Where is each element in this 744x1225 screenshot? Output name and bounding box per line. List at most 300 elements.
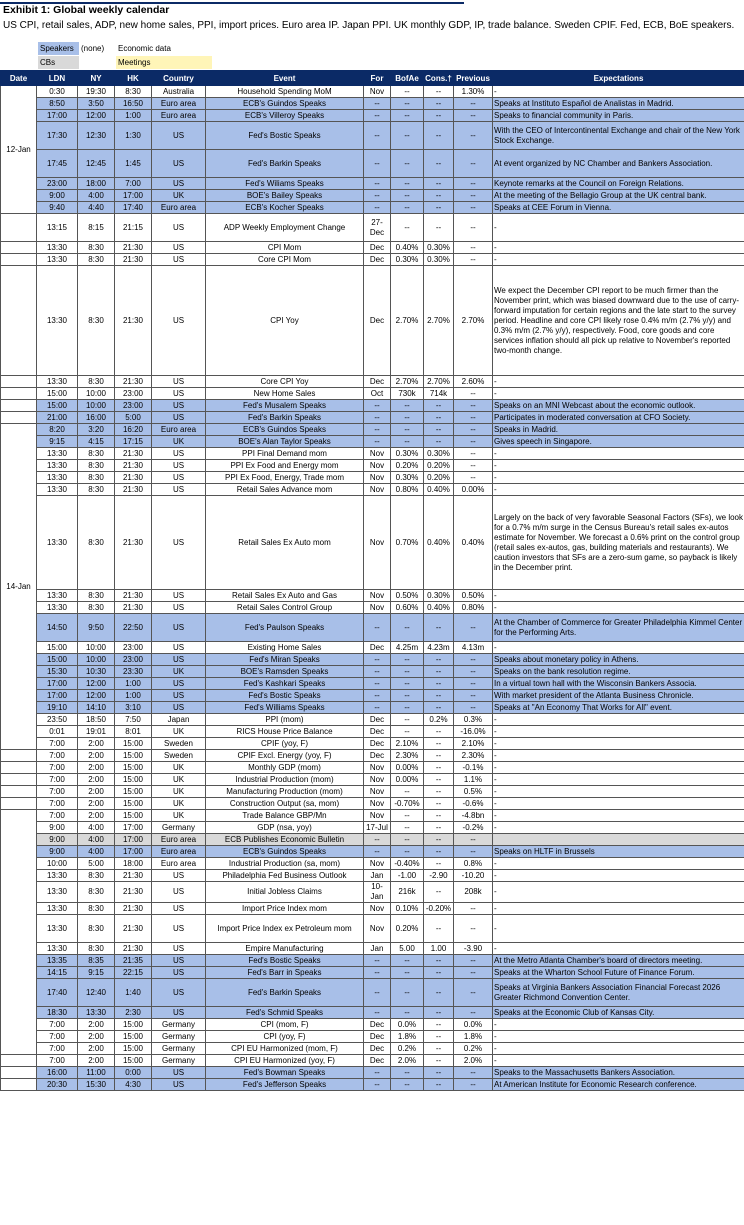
speaker-row <box>1 150 744 178</box>
hk-time-cell: 23:00 <box>115 654 152 666</box>
hk-time-cell: 15:00 <box>115 774 152 786</box>
consensus-cell: -- <box>424 967 454 979</box>
event-cell: Initial Jobless Claims <box>206 882 364 903</box>
for-period-cell: Dec <box>364 266 391 376</box>
expectations-cell: - <box>493 1055 744 1067</box>
speaker-row <box>1 666 744 678</box>
hk-time-cell: 8:01 <box>115 726 152 738</box>
consensus-cell: -- <box>424 1031 454 1043</box>
ldn-time-cell: 7:00 <box>37 1043 78 1055</box>
consensus-cell: -- <box>424 882 454 903</box>
country-cell: US <box>152 266 206 376</box>
for-period-cell: Dec <box>364 1031 391 1043</box>
ldn-time-cell: 16:00 <box>37 1067 78 1079</box>
country-cell: US <box>152 122 206 150</box>
expectations-cell: Speaks on the bank resolution regime. <box>493 666 744 678</box>
country-cell: Euro area <box>152 110 206 122</box>
table-row <box>1 448 744 460</box>
consensus-cell: -- <box>424 150 454 178</box>
ny-time-cell: 2:00 <box>78 1019 115 1031</box>
for-period-cell: Nov <box>364 762 391 774</box>
expectations-cell: Speaks on HLTF in Brussels <box>493 846 744 858</box>
ny-time-cell: 8:30 <box>78 882 115 903</box>
previous-cell: -- <box>454 436 493 448</box>
previous-cell: -- <box>454 967 493 979</box>
expectations-cell: Speaks at "An Economy That Works for All" event. <box>493 702 744 714</box>
ny-time-cell: 12:00 <box>78 110 115 122</box>
event-cell: Retail Sales Ex Auto mom <box>206 496 364 590</box>
ny-time-cell: 18:50 <box>78 714 115 726</box>
event-cell: RICS House Price Balance <box>206 726 364 738</box>
previous-cell: -- <box>454 122 493 150</box>
country-cell: US <box>152 388 206 400</box>
previous-cell: -- <box>454 678 493 690</box>
hk-time-cell: 17:00 <box>115 834 152 846</box>
ny-time-cell: 8:30 <box>78 460 115 472</box>
hk-time-cell: 17:00 <box>115 822 152 834</box>
expectations-cell: - <box>493 1031 744 1043</box>
country-cell: Euro area <box>152 858 206 870</box>
cb-row <box>1 834 744 846</box>
country-cell: US <box>152 150 206 178</box>
previous-cell: -- <box>454 202 493 214</box>
table-row <box>1 496 744 590</box>
ny-time-cell: 8:30 <box>78 870 115 882</box>
event-cell: Core CPI Mom <box>206 254 364 266</box>
ldn-time-cell: 17:00 <box>37 678 78 690</box>
previous-cell: -0.2% <box>454 822 493 834</box>
table-row <box>1 266 744 376</box>
hk-time-cell: 17:15 <box>115 436 152 448</box>
ldn-time-cell: 13:30 <box>37 602 78 614</box>
event-cell: Trade Balance GBP/Mn <box>206 810 364 822</box>
for-period-cell: Dec <box>364 1043 391 1055</box>
table-row <box>1 738 744 750</box>
speaker-row <box>1 654 744 666</box>
table-row <box>1 388 744 400</box>
ldn-time-cell: 20:30 <box>37 1079 78 1091</box>
table-row <box>1 1043 744 1055</box>
ldn-time-cell: 13:35 <box>37 955 78 967</box>
event-cell: CPIF (yoy, F) <box>206 738 364 750</box>
consensus-cell: 2.70% <box>424 266 454 376</box>
ny-time-cell: 8:30 <box>78 242 115 254</box>
speaker-row <box>1 702 744 714</box>
country-cell: US <box>152 882 206 903</box>
previous-cell: -- <box>454 1067 493 1079</box>
previous-cell: -- <box>454 979 493 1007</box>
ny-time-cell: 4:00 <box>78 822 115 834</box>
bofa-estimate-cell: -- <box>391 412 424 424</box>
ny-time-cell: 12:40 <box>78 979 115 1007</box>
consensus-cell: -- <box>424 1067 454 1079</box>
expectations-cell: At the Chamber of Commerce for Greater Philadelphia Kimmel Center for the Performing Arts. <box>493 614 744 642</box>
consensus-cell: 2.70% <box>424 376 454 388</box>
ldn-time-cell: 13:30 <box>37 448 78 460</box>
consensus-cell: 1.00 <box>424 943 454 955</box>
expectations-cell: - <box>493 858 744 870</box>
previous-cell: -- <box>454 1007 493 1019</box>
country-cell: US <box>152 400 206 412</box>
country-cell: US <box>152 943 206 955</box>
expectations-cell: - <box>493 1019 744 1031</box>
consensus-cell: -- <box>424 822 454 834</box>
ny-time-cell: 10:00 <box>78 388 115 400</box>
event-cell: Household Spending MoM <box>206 86 364 98</box>
consensus-cell: -- <box>424 110 454 122</box>
bofa-estimate-cell: -- <box>391 436 424 448</box>
ny-time-cell: 15:30 <box>78 1079 115 1091</box>
hk-time-cell: 22:50 <box>115 614 152 642</box>
expectations-cell: - <box>493 484 744 496</box>
ny-time-cell: 4:00 <box>78 190 115 202</box>
previous-cell: -- <box>454 400 493 412</box>
ny-time-cell: 8:30 <box>78 915 115 943</box>
consensus-cell: -- <box>424 678 454 690</box>
expectations-cell: - <box>493 762 744 774</box>
ldn-time-cell: 17:30 <box>37 122 78 150</box>
country-cell: US <box>152 254 206 266</box>
header-ldn: LDN <box>37 71 78 86</box>
hk-time-cell: 15:00 <box>115 1019 152 1031</box>
previous-cell: -0.6% <box>454 798 493 810</box>
expectations-cell: Speaks at Virginia Bankers Association Financial Forecast 2026 Greater Richmond Convention Center. <box>493 979 744 1007</box>
table-row <box>1 943 744 955</box>
header-expectations: Expectations <box>493 71 744 86</box>
ny-time-cell: 2:00 <box>78 1043 115 1055</box>
for-period-cell: -- <box>364 666 391 678</box>
date-cell <box>1 798 37 810</box>
ldn-time-cell: 0:30 <box>37 86 78 98</box>
speaker-row <box>1 436 744 448</box>
for-period-cell: -- <box>364 834 391 846</box>
date-cell <box>1 1067 37 1079</box>
hk-time-cell: 15:00 <box>115 1055 152 1067</box>
country-cell: US <box>152 590 206 602</box>
hk-time-cell: 21:30 <box>115 472 152 484</box>
for-period-cell: Dec <box>364 242 391 254</box>
consensus-cell: -- <box>424 702 454 714</box>
table-row <box>1 472 744 484</box>
country-cell: Sweden <box>152 738 206 750</box>
country-cell: Euro area <box>152 98 206 110</box>
hk-time-cell: 15:00 <box>115 1043 152 1055</box>
header-row <box>1 71 744 86</box>
ny-time-cell: 16:00 <box>78 412 115 424</box>
event-cell: Fed's Barkin Speaks <box>206 150 364 178</box>
expectations-cell: - <box>493 376 744 388</box>
event-cell: Fed's Paulson Speaks <box>206 614 364 642</box>
expectations-cell: - <box>493 882 744 903</box>
for-period-cell: -- <box>364 614 391 642</box>
country-cell: Australia <box>152 86 206 98</box>
hk-time-cell: 15:00 <box>115 762 152 774</box>
expectations-cell: We expect the December CPI report to be much firmer than the November print, which was biased downward due to the use of carry-forward imputation for certain regions and the late start to the survey period. Headline and core CPI likely rose 0.4% m/m (2.7% y/y) and 0.3% m/m (2.7% y/y), respectively. Food, core goods and core services inflation should all pick up relative to November's reported two-month change. <box>493 266 744 376</box>
ldn-time-cell: 17:40 <box>37 979 78 1007</box>
event-cell: Fed's Schmid Speaks <box>206 1007 364 1019</box>
event-cell: Fed's Bostic Speaks <box>206 122 364 150</box>
ldn-time-cell: 9:00 <box>37 846 78 858</box>
exhibit-subtitle: US CPI, retail sales, ADP, new home sales, PPI, import prices. Euro area IP. Japan PPI. UK monthly GDP, IP, trade balance. Sweden CPIF. Fed, ECB, BoE speakers. <box>3 20 735 31</box>
consensus-cell: -- <box>424 98 454 110</box>
consensus-cell: -- <box>424 1007 454 1019</box>
bofa-estimate-cell: -- <box>391 86 424 98</box>
for-period-cell: Nov <box>364 810 391 822</box>
event-cell: BOE's Alan Taylor Speaks <box>206 436 364 448</box>
previous-cell: -- <box>454 150 493 178</box>
consensus-cell: -- <box>424 122 454 150</box>
consensus-cell: 0.40% <box>424 496 454 590</box>
for-period-cell: -- <box>364 412 391 424</box>
ldn-time-cell: 15:00 <box>37 400 78 412</box>
ldn-time-cell: 13:30 <box>37 472 78 484</box>
ldn-time-cell: 9:40 <box>37 202 78 214</box>
ny-time-cell: 2:00 <box>78 750 115 762</box>
event-cell: Fed's Barkin Speaks <box>206 979 364 1007</box>
bofa-estimate-cell: 0.30% <box>391 472 424 484</box>
ny-time-cell: 8:30 <box>78 254 115 266</box>
for-period-cell: Nov <box>364 858 391 870</box>
hk-time-cell: 21:30 <box>115 460 152 472</box>
bofa-estimate-cell: 2.30% <box>391 750 424 762</box>
ny-time-cell: 12:30 <box>78 122 115 150</box>
event-cell: ECB Publishes Economic Bulletin <box>206 834 364 846</box>
for-period-cell: Nov <box>364 915 391 943</box>
bofa-estimate-cell: 0.30% <box>391 448 424 460</box>
expectations-cell: - <box>493 602 744 614</box>
header-previous: Previous <box>454 71 493 86</box>
bofa-estimate-cell: -- <box>391 967 424 979</box>
bofa-estimate-cell: -- <box>391 178 424 190</box>
country-cell: US <box>152 376 206 388</box>
previous-cell: -- <box>454 98 493 110</box>
previous-cell: -- <box>454 178 493 190</box>
hk-time-cell: 21:30 <box>115 602 152 614</box>
ldn-time-cell: 7:00 <box>37 750 78 762</box>
ldn-time-cell: 0:01 <box>37 726 78 738</box>
expectations-cell: - <box>493 915 744 943</box>
consensus-cell: -- <box>424 666 454 678</box>
bofa-estimate-cell: 2.70% <box>391 376 424 388</box>
hk-time-cell: 15:00 <box>115 798 152 810</box>
bofa-estimate-cell: -- <box>391 678 424 690</box>
ny-time-cell: 8:30 <box>78 376 115 388</box>
ny-time-cell: 4:15 <box>78 436 115 448</box>
hk-time-cell: 15:00 <box>115 738 152 750</box>
ny-time-cell: 19:30 <box>78 86 115 98</box>
country-cell: UK <box>152 786 206 798</box>
ny-time-cell: 8:30 <box>78 590 115 602</box>
hk-time-cell: 21:15 <box>115 214 152 242</box>
bofa-estimate-cell: -- <box>391 190 424 202</box>
expectations-cell: - <box>493 870 744 882</box>
ldn-time-cell: 15:30 <box>37 666 78 678</box>
bofa-estimate-cell: 0.50% <box>391 590 424 602</box>
for-period-cell: -- <box>364 1007 391 1019</box>
hk-time-cell: 4:30 <box>115 1079 152 1091</box>
country-cell: US <box>152 412 206 424</box>
ny-time-cell: 18:00 <box>78 178 115 190</box>
previous-cell: -- <box>454 242 493 254</box>
speaker-row <box>1 1079 744 1091</box>
hk-time-cell: 21:30 <box>115 242 152 254</box>
date-cell <box>1 1079 37 1091</box>
ldn-time-cell: 13:30 <box>37 915 78 943</box>
bofa-estimate-cell: -- <box>391 822 424 834</box>
for-period-cell: -- <box>364 955 391 967</box>
ny-time-cell: 9:50 <box>78 614 115 642</box>
previous-cell: 2.70% <box>454 266 493 376</box>
hk-time-cell: 21:30 <box>115 484 152 496</box>
bofa-estimate-cell: -- <box>391 654 424 666</box>
ny-time-cell: 8:30 <box>78 266 115 376</box>
speaker-row <box>1 122 744 150</box>
bofa-estimate-cell: 2.0% <box>391 1055 424 1067</box>
ldn-time-cell: 13:30 <box>37 882 78 903</box>
event-cell: Fed's Wiliams Speaks <box>206 178 364 190</box>
country-cell: Germany <box>152 1031 206 1043</box>
ldn-time-cell: 17:00 <box>37 110 78 122</box>
event-cell: Retail Sales Advance mom <box>206 484 364 496</box>
ny-time-cell: 12:45 <box>78 150 115 178</box>
hk-time-cell: 21:30 <box>115 870 152 882</box>
previous-cell: 4.13m <box>454 642 493 654</box>
country-cell: US <box>152 967 206 979</box>
country-cell: UK <box>152 762 206 774</box>
ldn-time-cell: 13:30 <box>37 254 78 266</box>
for-period-cell: -- <box>364 654 391 666</box>
ny-time-cell: 8:30 <box>78 602 115 614</box>
ldn-time-cell: 14:50 <box>37 614 78 642</box>
expectations-cell <box>493 834 744 846</box>
table-row <box>1 750 744 762</box>
hk-time-cell: 2:30 <box>115 1007 152 1019</box>
ldn-time-cell: 13:30 <box>37 903 78 915</box>
event-cell: CPI (yoy, F) <box>206 1031 364 1043</box>
for-period-cell: Nov <box>364 590 391 602</box>
event-cell: Fed's Bostic Speaks <box>206 690 364 702</box>
event-cell: Existing Home Sales <box>206 642 364 654</box>
consensus-cell: -- <box>424 214 454 242</box>
consensus-cell: 0.40% <box>424 602 454 614</box>
for-period-cell: Dec <box>364 738 391 750</box>
event-cell: PPI (mom) <box>206 714 364 726</box>
consensus-cell: 0.30% <box>424 242 454 254</box>
consensus-cell: -- <box>424 178 454 190</box>
for-period-cell: -- <box>364 190 391 202</box>
previous-cell: 2.60% <box>454 376 493 388</box>
consensus-cell: -- <box>424 955 454 967</box>
bofa-estimate-cell: 0.80% <box>391 484 424 496</box>
expectations-cell: - <box>493 254 744 266</box>
for-period-cell: Nov <box>364 798 391 810</box>
event-cell: Fed's Bostic Speaks <box>206 955 364 967</box>
expectations-cell: - <box>493 448 744 460</box>
previous-cell: -- <box>454 190 493 202</box>
date-cell <box>1 376 37 388</box>
hk-time-cell: 5:00 <box>115 412 152 424</box>
expectations-cell: - <box>493 460 744 472</box>
expectations-cell: - <box>493 590 744 602</box>
expectations-cell: - <box>493 786 744 798</box>
speaker-row <box>1 412 744 424</box>
event-cell: Industrial Production (sa, mom) <box>206 858 364 870</box>
speaker-row <box>1 400 744 412</box>
country-cell: US <box>152 1007 206 1019</box>
ny-time-cell: 8:30 <box>78 448 115 460</box>
hk-time-cell: 21:30 <box>115 915 152 943</box>
table-row <box>1 822 744 834</box>
consensus-cell: -- <box>424 786 454 798</box>
hk-time-cell: 21:30 <box>115 376 152 388</box>
header-cons: Cons.† <box>424 71 454 86</box>
bofa-estimate-cell: 0.60% <box>391 602 424 614</box>
hk-time-cell: 15:00 <box>115 1031 152 1043</box>
for-period-cell: -- <box>364 702 391 714</box>
speaker-row <box>1 955 744 967</box>
hk-time-cell: 0:00 <box>115 1067 152 1079</box>
hk-time-cell: 23:30 <box>115 666 152 678</box>
ny-time-cell: 10:00 <box>78 400 115 412</box>
country-cell: US <box>152 214 206 242</box>
event-cell: PPI Final Demand mom <box>206 448 364 460</box>
expectations-cell: - <box>493 738 744 750</box>
hk-time-cell: 17:00 <box>115 190 152 202</box>
ny-time-cell: 2:00 <box>78 1031 115 1043</box>
expectations-cell: Speaks to the Massachusetts Bankers Association. <box>493 1067 744 1079</box>
expectations-cell: At the meeting of the Bellagio Group at the UK central bank. <box>493 190 744 202</box>
event-cell: Fed's Barr in Speaks <box>206 967 364 979</box>
speaker-row <box>1 1007 744 1019</box>
ldn-time-cell: 13:30 <box>37 484 78 496</box>
bofa-estimate-cell: -- <box>391 714 424 726</box>
previous-cell: 1.30% <box>454 86 493 98</box>
ldn-time-cell: 7:00 <box>37 786 78 798</box>
speaker-row <box>1 979 744 1007</box>
country-cell: US <box>152 979 206 1007</box>
bofa-estimate-cell: -- <box>391 726 424 738</box>
header-bofa: BofAe <box>391 71 424 86</box>
hk-time-cell: 16:50 <box>115 98 152 110</box>
ldn-time-cell: 15:00 <box>37 654 78 666</box>
expectations-cell: Participates in moderated conversation at CFO Society. <box>493 412 744 424</box>
ny-time-cell: 3:50 <box>78 98 115 110</box>
previous-cell: -- <box>454 388 493 400</box>
table-row <box>1 810 744 822</box>
consensus-cell: -- <box>424 400 454 412</box>
bofa-estimate-cell: 1.8% <box>391 1031 424 1043</box>
hk-time-cell: 1:00 <box>115 678 152 690</box>
consensus-cell: -- <box>424 774 454 786</box>
table-row <box>1 786 744 798</box>
bofa-estimate-cell: 0.40% <box>391 242 424 254</box>
ny-time-cell: 8:15 <box>78 214 115 242</box>
ny-time-cell: 2:00 <box>78 738 115 750</box>
expectations-cell: Gives speech in Singapore. <box>493 436 744 448</box>
event-cell: Philadelphia Fed Business Outlook <box>206 870 364 882</box>
bofa-estimate-cell: 0.20% <box>391 915 424 943</box>
table-row <box>1 484 744 496</box>
calendar-body <box>1 86 744 1091</box>
ny-time-cell: 14:10 <box>78 702 115 714</box>
header-date: Date <box>1 71 37 86</box>
event-cell: BOE's Bailey Speaks <box>206 190 364 202</box>
bofa-estimate-cell: 0.0% <box>391 1019 424 1031</box>
country-cell: US <box>152 678 206 690</box>
bofa-estimate-cell: -- <box>391 955 424 967</box>
ldn-time-cell: 13:30 <box>37 460 78 472</box>
bofa-estimate-cell: -- <box>391 1007 424 1019</box>
